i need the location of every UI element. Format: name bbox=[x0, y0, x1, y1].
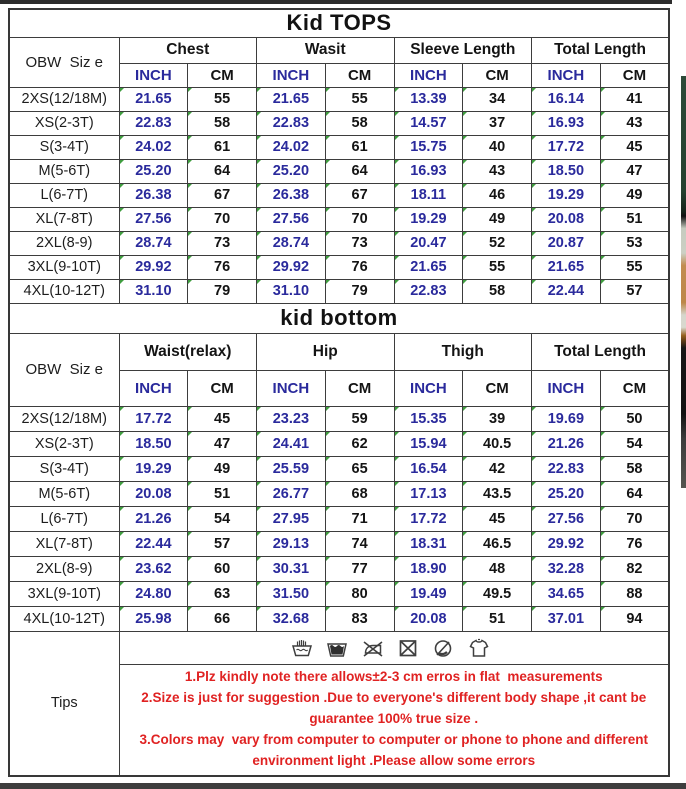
unit-header-inch: INCH bbox=[119, 370, 188, 406]
inch-value-cell: 29.92 bbox=[119, 255, 188, 279]
size-row bbox=[9, 159, 669, 183]
top-border-band bbox=[0, 0, 672, 4]
cm-value-cell: 66 bbox=[188, 606, 257, 631]
inch-value-cell: 21.65 bbox=[394, 255, 463, 279]
cm-value-cell: 47 bbox=[188, 431, 257, 456]
size-label-cell: S(3-4T) bbox=[9, 135, 119, 159]
cm-value-cell: 45 bbox=[188, 406, 257, 431]
unit-header-inch: INCH bbox=[394, 370, 463, 406]
cm-value-cell: 74 bbox=[325, 531, 394, 556]
size-label-cell: XS(2-3T) bbox=[9, 431, 119, 456]
do-not-tumble-dry-icon bbox=[396, 636, 420, 660]
inch-value-cell: 18.50 bbox=[119, 431, 188, 456]
inch-value-cell: 16.93 bbox=[532, 111, 601, 135]
cm-value-cell: 50 bbox=[600, 406, 669, 431]
inch-value-cell: 21.26 bbox=[532, 431, 601, 456]
size-row bbox=[9, 111, 669, 135]
cm-value-cell: 65 bbox=[325, 456, 394, 481]
inch-value-cell: 17.72 bbox=[119, 406, 188, 431]
cm-value-cell: 94 bbox=[600, 606, 669, 631]
cm-value-cell: 82 bbox=[600, 556, 669, 581]
cm-value-cell: 52 bbox=[463, 231, 532, 255]
size-label-cell: L(6-7T) bbox=[9, 183, 119, 207]
inch-value-cell: 27.56 bbox=[532, 506, 601, 531]
tips-text-cell bbox=[119, 664, 669, 776]
cm-value-cell: 68 bbox=[325, 481, 394, 506]
bottom-table-title: kid bottom bbox=[9, 303, 669, 333]
cm-value-cell: 45 bbox=[600, 135, 669, 159]
unit-header-inch: INCH bbox=[257, 63, 326, 87]
size-row bbox=[9, 506, 669, 531]
inch-value-cell: 31.50 bbox=[257, 581, 326, 606]
tips-label: Tips bbox=[9, 631, 119, 776]
inch-value-cell: 18.90 bbox=[394, 556, 463, 581]
group-header-total-length: Total Length bbox=[532, 333, 670, 370]
cm-value-cell: 43 bbox=[600, 111, 669, 135]
unit-header-cm: CM bbox=[600, 370, 669, 406]
cm-value-cell: 39 bbox=[463, 406, 532, 431]
inch-value-cell: 16.54 bbox=[394, 456, 463, 481]
cm-value-cell: 73 bbox=[188, 231, 257, 255]
cm-value-cell: 57 bbox=[600, 279, 669, 303]
tip-line-1: 1.Plz kindly note there allows±2-3 cm erros in flat measurements bbox=[184, 669, 603, 685]
cm-value-cell: 70 bbox=[188, 207, 257, 231]
inch-value-cell: 22.44 bbox=[532, 279, 601, 303]
size-row bbox=[9, 556, 669, 581]
inch-value-cell: 16.14 bbox=[532, 87, 601, 111]
cm-value-cell: 79 bbox=[188, 279, 257, 303]
inch-value-cell: 22.83 bbox=[394, 279, 463, 303]
size-row bbox=[9, 456, 669, 481]
cm-value-cell: 58 bbox=[325, 111, 394, 135]
size-row bbox=[9, 581, 669, 606]
unit-header-cm: CM bbox=[188, 63, 257, 87]
unit-header-inch: INCH bbox=[257, 370, 326, 406]
inch-value-cell: 32.28 bbox=[532, 556, 601, 581]
cm-value-cell: 48 bbox=[463, 556, 532, 581]
shirt-icon bbox=[467, 636, 491, 660]
size-row bbox=[9, 406, 669, 431]
cm-value-cell: 61 bbox=[325, 135, 394, 159]
cm-value-cell: 47 bbox=[600, 159, 669, 183]
inch-value-cell: 20.08 bbox=[394, 606, 463, 631]
cm-value-cell: 76 bbox=[188, 255, 257, 279]
inch-value-cell: 26.38 bbox=[119, 183, 188, 207]
inch-value-cell: 19.29 bbox=[394, 207, 463, 231]
inch-value-cell: 25.20 bbox=[257, 159, 326, 183]
inch-value-cell: 20.08 bbox=[119, 481, 188, 506]
size-label-cell: L(6-7T) bbox=[9, 506, 119, 531]
inch-value-cell: 31.10 bbox=[119, 279, 188, 303]
inch-value-cell: 25.20 bbox=[532, 481, 601, 506]
inch-value-cell: 22.83 bbox=[257, 111, 326, 135]
cm-value-cell: 83 bbox=[325, 606, 394, 631]
size-label-cell: 4XL(10-12T) bbox=[9, 279, 119, 303]
cm-value-cell: 77 bbox=[325, 556, 394, 581]
cm-value-cell: 55 bbox=[600, 255, 669, 279]
cm-value-cell: 57 bbox=[188, 531, 257, 556]
group-header-total-length: Total Length bbox=[532, 37, 670, 63]
size-label-cell: XS(2-3T) bbox=[9, 111, 119, 135]
inch-value-cell: 17.13 bbox=[394, 481, 463, 506]
cm-value-cell: 59 bbox=[325, 406, 394, 431]
group-header-hip: Hip bbox=[257, 333, 395, 370]
inch-value-cell: 24.80 bbox=[119, 581, 188, 606]
inch-value-cell: 28.74 bbox=[119, 231, 188, 255]
size-row bbox=[9, 279, 669, 303]
inch-value-cell: 22.83 bbox=[119, 111, 188, 135]
inch-value-cell: 21.65 bbox=[257, 87, 326, 111]
cm-value-cell: 60 bbox=[188, 556, 257, 581]
inch-value-cell: 13.39 bbox=[394, 87, 463, 111]
do-not-iron-icon bbox=[361, 636, 385, 660]
cm-value-cell: 76 bbox=[600, 531, 669, 556]
unit-header-inch: INCH bbox=[532, 63, 601, 87]
unit-header-cm: CM bbox=[463, 63, 532, 87]
size-label-cell: M(5-6T) bbox=[9, 481, 119, 506]
cm-value-cell: 46.5 bbox=[463, 531, 532, 556]
inch-value-cell: 16.93 bbox=[394, 159, 463, 183]
inch-value-cell: 22.83 bbox=[532, 456, 601, 481]
group-header-waist: Wasit bbox=[257, 37, 395, 63]
inch-value-cell: 15.75 bbox=[394, 135, 463, 159]
cm-value-cell: 76 bbox=[325, 255, 394, 279]
inch-value-cell: 18.11 bbox=[394, 183, 463, 207]
cm-value-cell: 80 bbox=[325, 581, 394, 606]
cm-value-cell: 55 bbox=[325, 87, 394, 111]
unit-header-inch: INCH bbox=[532, 370, 601, 406]
inch-value-cell: 14.57 bbox=[394, 111, 463, 135]
inch-value-cell: 24.41 bbox=[257, 431, 326, 456]
inch-value-cell: 26.38 bbox=[257, 183, 326, 207]
bottom-table-header bbox=[9, 303, 669, 406]
cm-value-cell: 46 bbox=[463, 183, 532, 207]
inch-value-cell: 15.35 bbox=[394, 406, 463, 431]
size-label-cell: XL(7-8T) bbox=[9, 207, 119, 231]
size-label-cell: S(3-4T) bbox=[9, 456, 119, 481]
inch-value-cell: 29.92 bbox=[257, 255, 326, 279]
inch-value-cell: 21.65 bbox=[532, 255, 601, 279]
unit-header-cm: CM bbox=[325, 370, 394, 406]
unit-header-cm: CM bbox=[463, 370, 532, 406]
inch-value-cell: 19.29 bbox=[119, 456, 188, 481]
inch-value-cell: 34.65 bbox=[532, 581, 601, 606]
size-column-header: OBW Siz e bbox=[9, 37, 119, 87]
cm-value-cell: 55 bbox=[188, 87, 257, 111]
inch-value-cell: 19.49 bbox=[394, 581, 463, 606]
inch-value-cell: 28.74 bbox=[257, 231, 326, 255]
inch-value-cell: 18.31 bbox=[394, 531, 463, 556]
size-row bbox=[9, 231, 669, 255]
cm-value-cell: 40.5 bbox=[463, 431, 532, 456]
group-header-chest: Chest bbox=[119, 37, 257, 63]
cm-value-cell: 54 bbox=[188, 506, 257, 531]
cm-value-cell: 34 bbox=[463, 87, 532, 111]
size-label-cell: XL(7-8T) bbox=[9, 531, 119, 556]
cm-value-cell: 37 bbox=[463, 111, 532, 135]
size-row bbox=[9, 87, 669, 111]
footer-section bbox=[9, 631, 669, 776]
size-row bbox=[9, 135, 669, 159]
inch-value-cell: 27.56 bbox=[119, 207, 188, 231]
inch-value-cell: 19.29 bbox=[532, 183, 601, 207]
inch-value-cell: 27.56 bbox=[257, 207, 326, 231]
inch-value-cell: 25.98 bbox=[119, 606, 188, 631]
cm-value-cell: 70 bbox=[325, 207, 394, 231]
inch-value-cell: 23.62 bbox=[119, 556, 188, 581]
cm-value-cell: 49.5 bbox=[463, 581, 532, 606]
tops-table-title: Kid TOPS bbox=[9, 9, 669, 37]
inch-value-cell: 17.72 bbox=[532, 135, 601, 159]
cm-value-cell: 73 bbox=[325, 231, 394, 255]
tip-line-2: 2.Size is just for suggestion .Due to everyone's different body shape ,it cant be guarantee 100% true size . bbox=[141, 690, 651, 727]
cm-value-cell: 55 bbox=[463, 255, 532, 279]
cm-value-cell: 58 bbox=[188, 111, 257, 135]
inch-value-cell: 26.77 bbox=[257, 481, 326, 506]
do-not-dry-clean-icon bbox=[431, 636, 455, 660]
bottom-table-body bbox=[9, 406, 669, 631]
cm-value-cell: 40 bbox=[463, 135, 532, 159]
cm-value-cell: 51 bbox=[188, 481, 257, 506]
unit-header-cm: CM bbox=[188, 370, 257, 406]
group-header-thigh: Thigh bbox=[394, 333, 532, 370]
size-label-cell: 3XL(9-10T) bbox=[9, 255, 119, 279]
cm-value-cell: 71 bbox=[325, 506, 394, 531]
size-row bbox=[9, 531, 669, 556]
hand-wash-icon bbox=[290, 636, 314, 660]
size-chart-table bbox=[8, 8, 670, 777]
inch-value-cell: 30.31 bbox=[257, 556, 326, 581]
inch-value-cell: 22.44 bbox=[119, 531, 188, 556]
tops-table-body bbox=[9, 87, 669, 303]
cm-value-cell: 64 bbox=[325, 159, 394, 183]
cm-value-cell: 63 bbox=[188, 581, 257, 606]
cm-value-cell: 53 bbox=[600, 231, 669, 255]
cm-value-cell: 62 bbox=[325, 431, 394, 456]
wash-basin-icon bbox=[325, 636, 349, 660]
cm-value-cell: 45 bbox=[463, 506, 532, 531]
group-header-waist-relax: Waist(relax) bbox=[119, 333, 257, 370]
cm-value-cell: 49 bbox=[600, 183, 669, 207]
size-row bbox=[9, 606, 669, 631]
inch-value-cell: 29.13 bbox=[257, 531, 326, 556]
inch-value-cell: 21.65 bbox=[119, 87, 188, 111]
size-row bbox=[9, 255, 669, 279]
cm-value-cell: 43.5 bbox=[463, 481, 532, 506]
inch-value-cell: 17.72 bbox=[394, 506, 463, 531]
cm-value-cell: 58 bbox=[463, 279, 532, 303]
size-label-cell: 3XL(9-10T) bbox=[9, 581, 119, 606]
inch-value-cell: 23.23 bbox=[257, 406, 326, 431]
adjacent-photo-sliver bbox=[681, 76, 686, 488]
bottom-border-band bbox=[0, 783, 686, 789]
cm-value-cell: 70 bbox=[600, 506, 669, 531]
cm-value-cell: 64 bbox=[188, 159, 257, 183]
inch-value-cell: 24.02 bbox=[119, 135, 188, 159]
inch-value-cell: 21.26 bbox=[119, 506, 188, 531]
cm-value-cell: 64 bbox=[600, 481, 669, 506]
tops-table-header bbox=[9, 9, 669, 87]
cm-value-cell: 67 bbox=[188, 183, 257, 207]
size-label-cell: M(5-6T) bbox=[9, 159, 119, 183]
unit-header-inch: INCH bbox=[119, 63, 188, 87]
cm-value-cell: 79 bbox=[325, 279, 394, 303]
care-icons-row bbox=[119, 631, 669, 664]
size-label-cell: 4XL(10-12T) bbox=[9, 606, 119, 631]
size-row bbox=[9, 207, 669, 231]
size-label-cell: 2XS(12/18M) bbox=[9, 87, 119, 111]
group-header-sleeve-length: Sleeve Length bbox=[394, 37, 532, 63]
cm-value-cell: 88 bbox=[600, 581, 669, 606]
inch-value-cell: 19.69 bbox=[532, 406, 601, 431]
cm-value-cell: 51 bbox=[463, 606, 532, 631]
inch-value-cell: 20.47 bbox=[394, 231, 463, 255]
cm-value-cell: 67 bbox=[325, 183, 394, 207]
size-row bbox=[9, 481, 669, 506]
unit-header-inch: INCH bbox=[394, 63, 463, 87]
size-label-cell: 2XL(8-9) bbox=[9, 556, 119, 581]
unit-header-cm: CM bbox=[600, 63, 669, 87]
size-row bbox=[9, 183, 669, 207]
cm-value-cell: 49 bbox=[463, 207, 532, 231]
cm-value-cell: 58 bbox=[600, 456, 669, 481]
inch-value-cell: 15.94 bbox=[394, 431, 463, 456]
inch-value-cell: 18.50 bbox=[532, 159, 601, 183]
cm-value-cell: 41 bbox=[600, 87, 669, 111]
unit-header-cm: CM bbox=[325, 63, 394, 87]
inch-value-cell: 29.92 bbox=[532, 531, 601, 556]
inch-value-cell: 24.02 bbox=[257, 135, 326, 159]
cm-value-cell: 43 bbox=[463, 159, 532, 183]
inch-value-cell: 25.20 bbox=[119, 159, 188, 183]
inch-value-cell: 31.10 bbox=[257, 279, 326, 303]
size-row bbox=[9, 431, 669, 456]
inch-value-cell: 32.68 bbox=[257, 606, 326, 631]
cm-value-cell: 61 bbox=[188, 135, 257, 159]
cm-value-cell: 49 bbox=[188, 456, 257, 481]
cm-value-cell: 51 bbox=[600, 207, 669, 231]
inch-value-cell: 27.95 bbox=[257, 506, 326, 531]
inch-value-cell: 37.01 bbox=[532, 606, 601, 631]
inch-value-cell: 20.08 bbox=[532, 207, 601, 231]
tip-line-3: 3.Colors may vary from computer to computer or phone to phone and different environment light .Please allow some errors bbox=[139, 732, 652, 769]
cm-value-cell: 54 bbox=[600, 431, 669, 456]
inch-value-cell: 20.87 bbox=[532, 231, 601, 255]
inch-value-cell: 25.59 bbox=[257, 456, 326, 481]
size-label-cell: 2XL(8-9) bbox=[9, 231, 119, 255]
size-column-header: OBW Siz e bbox=[9, 333, 119, 406]
size-label-cell: 2XS(12/18M) bbox=[9, 406, 119, 431]
cm-value-cell: 42 bbox=[463, 456, 532, 481]
